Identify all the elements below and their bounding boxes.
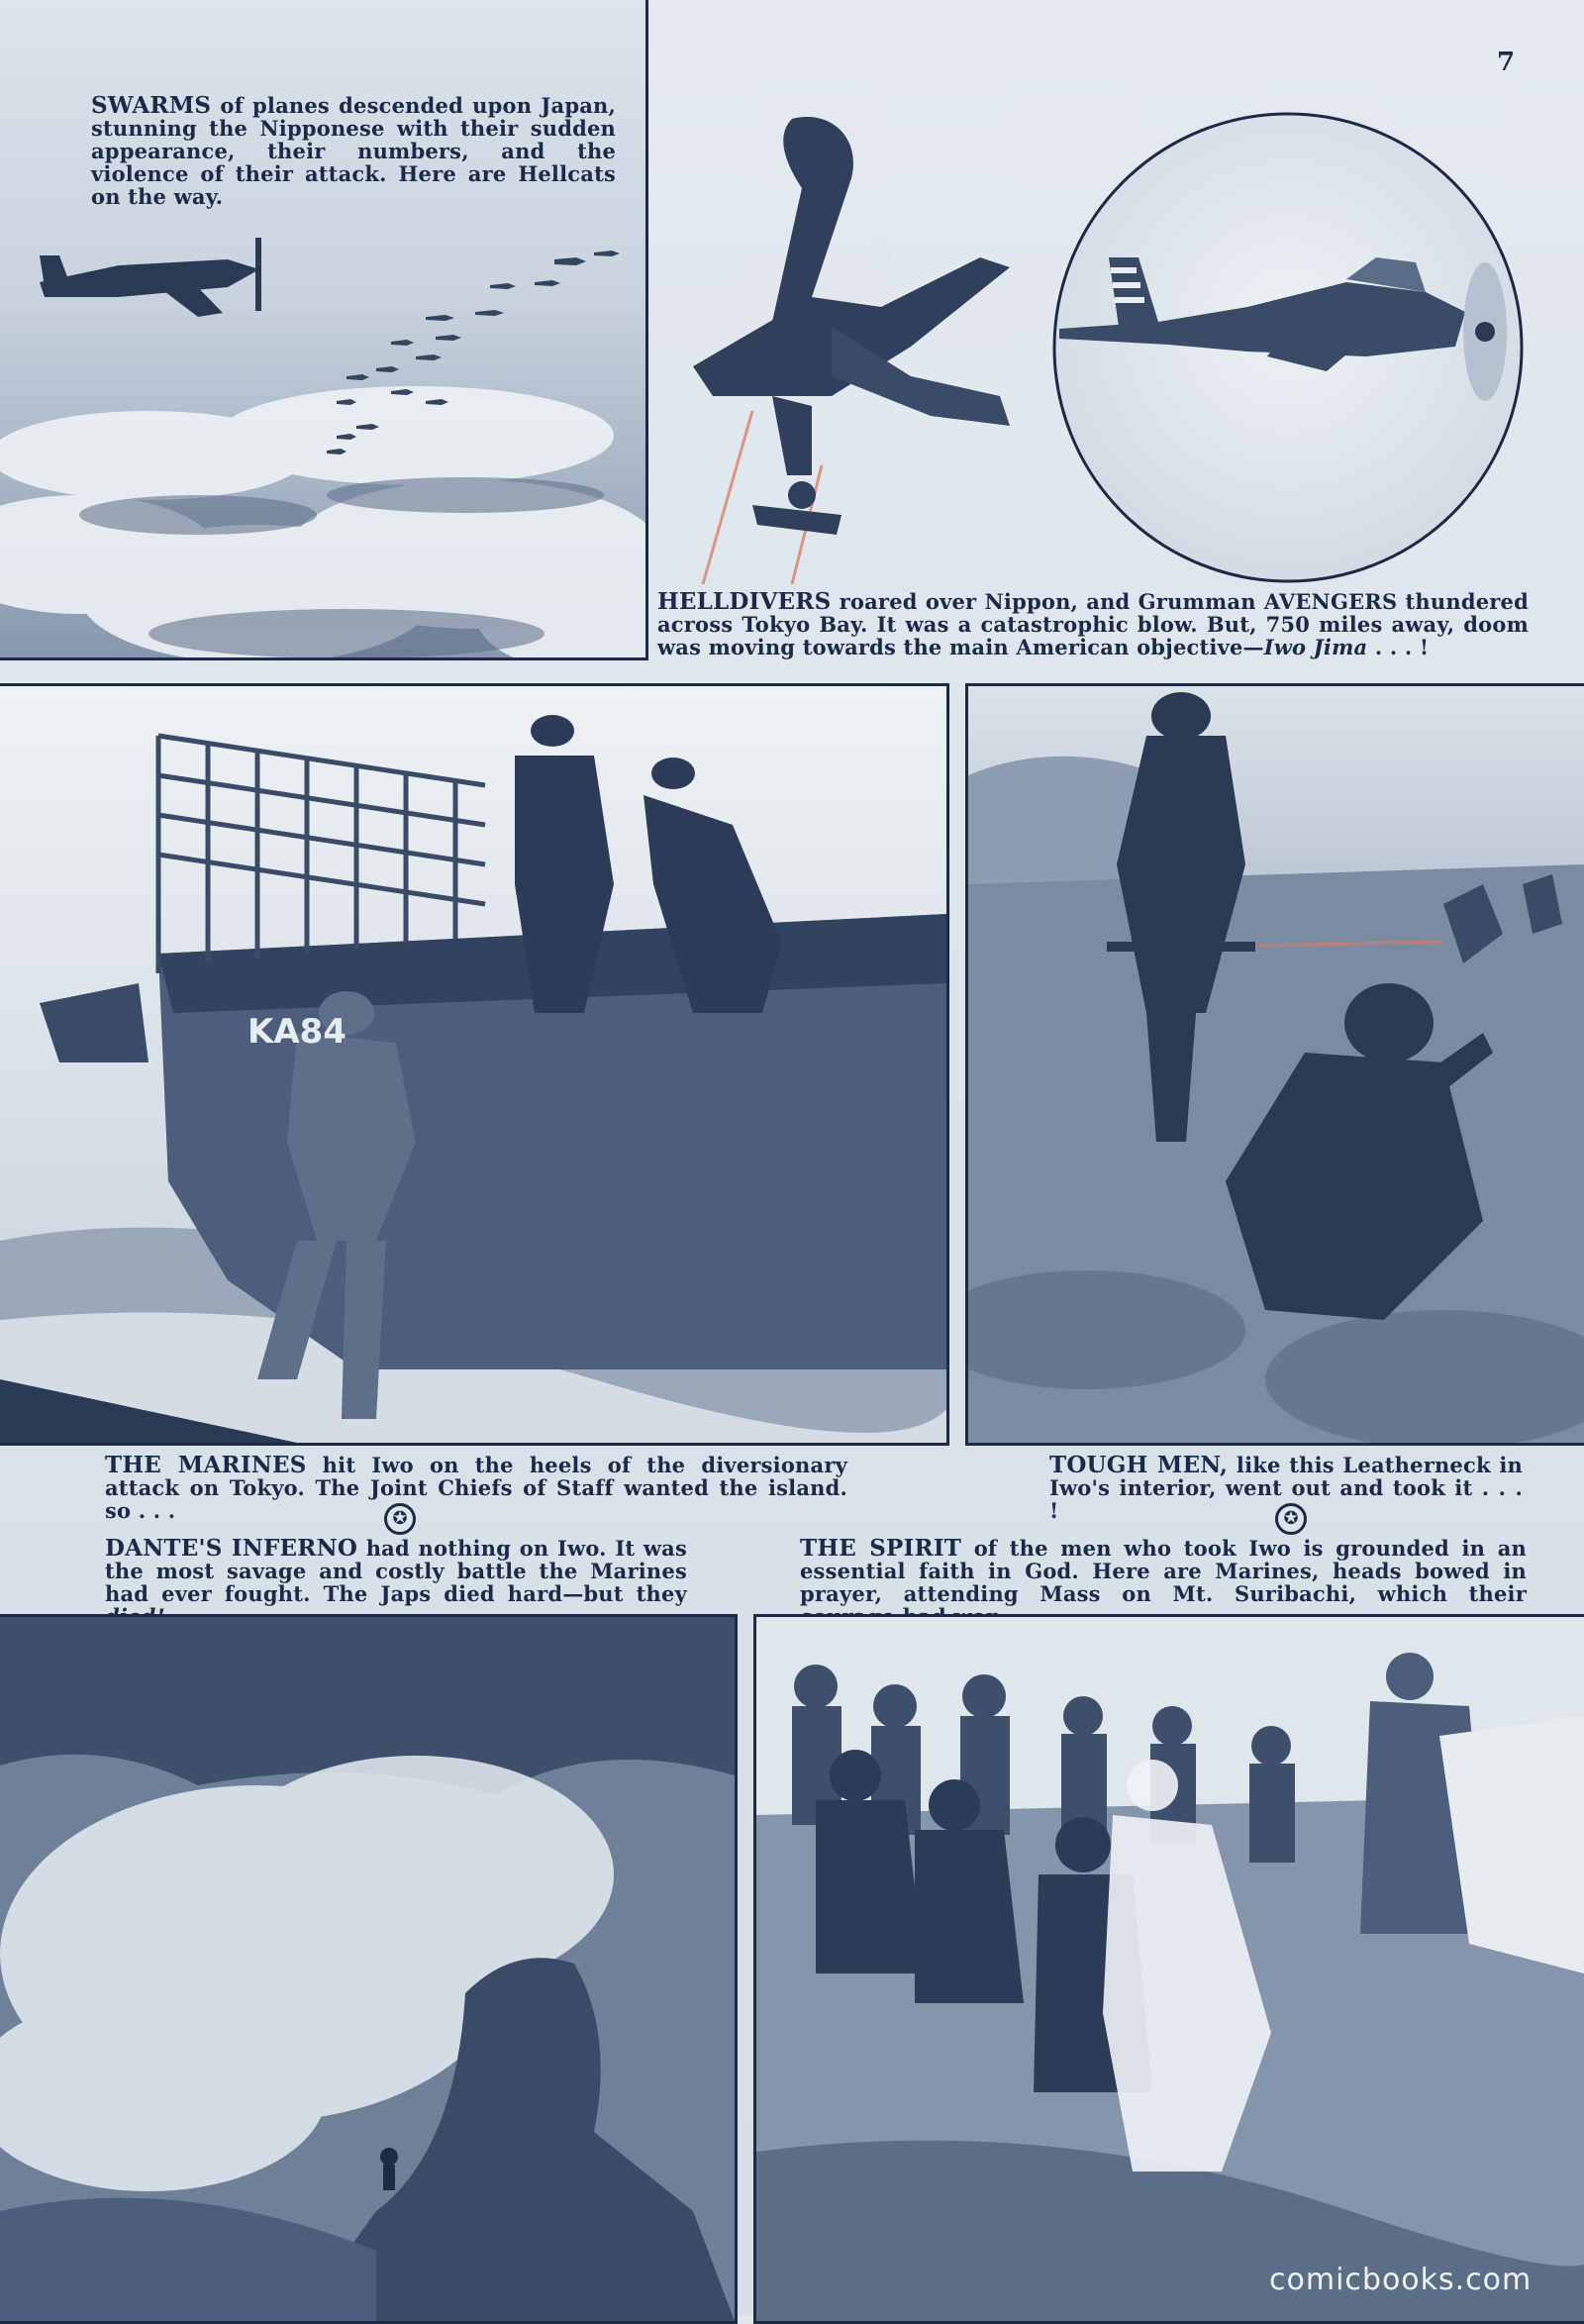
caption-swarms-lead: SWARMS bbox=[91, 92, 212, 119]
caption-marines bbox=[105, 1454, 847, 1522]
photo-mass-suribachi bbox=[753, 1614, 1584, 2324]
caption-helldivers-text: roared over Nippon, and Grumman AVENGERS thundered across Tokyo Bay. It was a catastrophic blow. But, 750 miles away, doom was moving towards the main American objective— bbox=[657, 589, 1529, 659]
caption-swarms bbox=[91, 94, 616, 208]
helldiver-plane-icon bbox=[693, 117, 1010, 535]
caption-tough-lead: TOUGH MEN, bbox=[1049, 1452, 1229, 1478]
caption-dante-lead: DANTE'S INFERNO bbox=[105, 1535, 358, 1562]
explosion-illustration bbox=[0, 1617, 735, 2321]
leatherneck-illustration bbox=[968, 686, 1584, 1443]
caption-helldivers-tail: . . . ! bbox=[1367, 635, 1430, 659]
watermark: comicbooks.com bbox=[1269, 2263, 1533, 2297]
caption-spirit-text: of the men who took Iwo is grounded in an essential faith in God. Here are Marines, heads bowed in prayer, attending Mass on Mt. Suribachi, which their bbox=[800, 1536, 1527, 1606]
caption-marines-lead: THE MARINES bbox=[105, 1452, 307, 1478]
photo-tough-men bbox=[965, 683, 1584, 1446]
caption-helldivers-lead: HELLDIVERS bbox=[657, 588, 832, 615]
star-ornament-right: ✪ bbox=[1275, 1503, 1307, 1535]
hull-marking: KA84 bbox=[248, 1012, 346, 1052]
caption-dante-text: had nothing on Iwo. It was the most savage and costly battle the Marines had ever fought. The Japs died hard—but they bbox=[105, 1536, 688, 1606]
caption-helldivers-italic: Iwo Jima bbox=[1263, 635, 1368, 659]
landing-craft-illustration bbox=[0, 686, 946, 1443]
photo-marines-landing bbox=[0, 683, 949, 1446]
caption-marines-text: hit Iwo on the heels of the diversionary attack on Tokyo. The Joint Chiefs of Staff wanted the island. so . . . bbox=[105, 1453, 847, 1523]
helldiver-illustration bbox=[683, 99, 1049, 584]
caption-spirit-lead: THE SPIRIT bbox=[800, 1535, 962, 1562]
page-number: 7 bbox=[1497, 48, 1516, 77]
photo-dantes-inferno bbox=[0, 1614, 738, 2324]
caption-helldivers bbox=[657, 590, 1529, 658]
avenger-circle-illustration bbox=[1049, 109, 1527, 586]
mass-illustration bbox=[756, 1617, 1584, 2321]
star-ornament-left: ✪ bbox=[384, 1503, 416, 1535]
caption-tough-text: like this Leatherneck in Iwo's interior, went out and took it . . . ! bbox=[1049, 1453, 1524, 1523]
caption-swarms-text: of planes descended upon Japan, stunning the Nipponese with their sudden appearance, their numbers, and the violence of their attack. Here are Hellcats on the way. bbox=[91, 93, 616, 209]
